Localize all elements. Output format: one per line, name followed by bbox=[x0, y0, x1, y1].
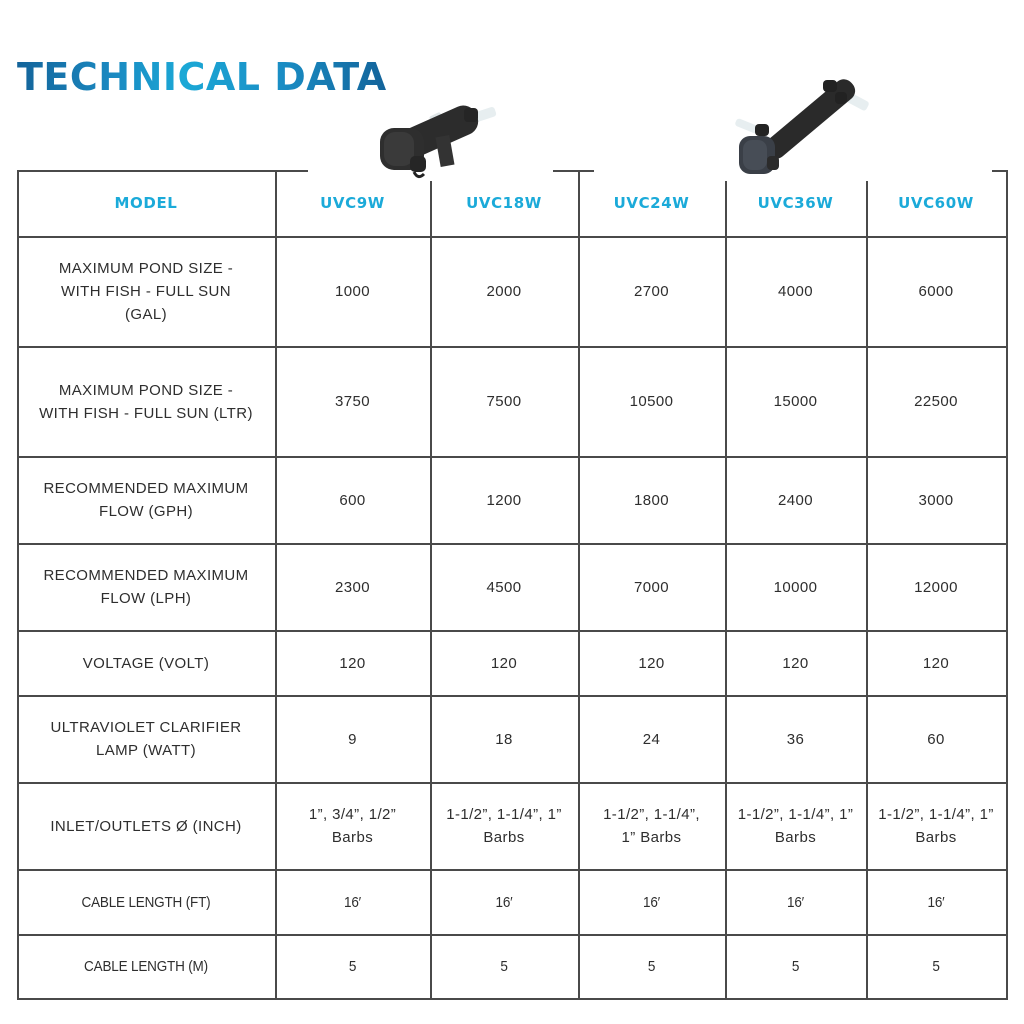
row-label: RECOMMENDED MAXIMUM FLOW (GPH) bbox=[43, 480, 249, 520]
header-model-uvc18w: UVC18W bbox=[466, 194, 542, 212]
cell-value: 5 bbox=[348, 958, 357, 975]
cell-value: 15000 bbox=[773, 393, 818, 410]
cell-value: 5 bbox=[500, 958, 508, 975]
cell-value: 120 bbox=[922, 654, 950, 672]
cell-value: 120 bbox=[782, 654, 809, 672]
cell-value: 16′ bbox=[343, 893, 362, 911]
cell-value: 7000 bbox=[634, 578, 669, 596]
row-label: VOLTAGE (VOLT) bbox=[82, 654, 210, 672]
cell-value: 4500 bbox=[486, 578, 522, 596]
cell-value: 2700 bbox=[634, 283, 669, 300]
cell-value: 12000 bbox=[914, 578, 958, 596]
header-model-uvc24w: UVC24W bbox=[613, 194, 690, 212]
header-model-uvc60w: UVC60W bbox=[898, 194, 974, 212]
cell-value: 2400 bbox=[778, 491, 813, 509]
cell-value: 24 bbox=[642, 730, 661, 748]
cell-value: 120 bbox=[490, 654, 518, 672]
row-label: INLET/OUTLETS Ø (INCH) bbox=[50, 817, 242, 835]
cell-value: 120 bbox=[339, 654, 366, 672]
cell-value: 16′ bbox=[786, 893, 805, 911]
cell-value: 1-1/2”, 1-1/4”, 1” Barbs bbox=[878, 806, 994, 846]
cell-value: 36 bbox=[786, 730, 805, 748]
page-title: TECHNICAL DATA bbox=[17, 52, 387, 102]
cell-value: 2300 bbox=[335, 578, 370, 596]
cell-value: 10000 bbox=[773, 578, 818, 596]
cell-value: 1-1/2”, 1-1/4”, 1” Barbs bbox=[446, 806, 562, 846]
cell-value: 9 bbox=[348, 730, 357, 748]
header-model-uvc9w: UVC9W bbox=[320, 194, 385, 212]
cell-value: 16′ bbox=[927, 893, 945, 911]
cell-value: 6000 bbox=[918, 283, 954, 300]
row-label: MAXIMUM POND SIZE - WITH FISH - FULL SUN (LTR) bbox=[39, 381, 253, 422]
cell-value: 2000 bbox=[486, 283, 522, 300]
cell-value: 120 bbox=[638, 654, 665, 672]
cell-value: 1800 bbox=[634, 491, 669, 509]
cell-value: 600 bbox=[339, 491, 366, 509]
header-model-uvc36w: UVC36W bbox=[757, 194, 834, 212]
row-label: ULTRAVIOLET CLARIFIER LAMP (WATT) bbox=[50, 719, 242, 759]
cell-value: 1-1/2”, 1-1/4”, 1” Barbs bbox=[603, 806, 700, 846]
cell-value: 1”, 3/4”, 1/2” Barbs bbox=[308, 806, 397, 846]
cell-value: 1-1/2”, 1-1/4”, 1” Barbs bbox=[737, 806, 854, 846]
row-label: CABLE LENGTH (M) bbox=[84, 958, 208, 975]
cell-value: 60 bbox=[927, 730, 945, 748]
cell-value: 10500 bbox=[629, 393, 674, 410]
cell-value: 5 bbox=[791, 958, 800, 975]
cell-value: 5 bbox=[932, 958, 940, 975]
cell-value: 4000 bbox=[778, 283, 813, 300]
header-model-label: MODEL bbox=[114, 194, 178, 212]
row-label: MAXIMUM POND SIZE - WITH FISH - FULL SUN (GAL) bbox=[58, 260, 234, 323]
row-label: RECOMMENDED MAXIMUM FLOW (LPH) bbox=[43, 567, 249, 607]
cell-value: 1000 bbox=[335, 283, 370, 300]
cell-value: 7500 bbox=[486, 393, 522, 410]
cell-value: 18 bbox=[495, 730, 513, 748]
cell-value: 16′ bbox=[642, 893, 661, 911]
cell-value: 3000 bbox=[918, 491, 954, 509]
row-label: CABLE LENGTH (FT) bbox=[81, 893, 211, 911]
cell-value: 5 bbox=[647, 958, 656, 975]
cell-value: 3750 bbox=[335, 393, 370, 410]
cell-value: 16′ bbox=[495, 893, 513, 911]
cell-value: 1200 bbox=[486, 491, 522, 509]
cell-value: 22500 bbox=[914, 393, 958, 410]
